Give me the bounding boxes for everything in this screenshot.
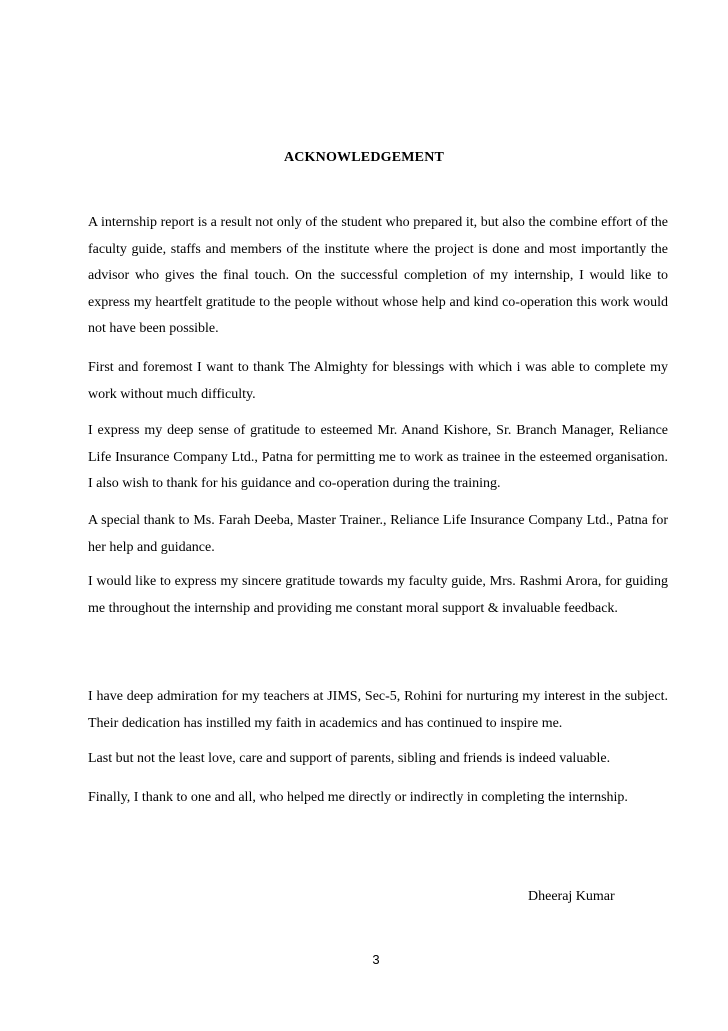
- page-title: ACKNOWLEDGEMENT: [283, 150, 445, 165]
- paragraph-branch-manager: I express my deep sense of gratitude to esteemed Mr. Anand Kishore, Sr. Branch Manager, Reliance Life Insurance Company Ltd., Patna for permitting me to work as trainee in the esteemed organisation. I also wish to thank for his guidance and co-operation during the training.: [88, 423, 668, 491]
- paragraph-family: Last but not the least love, care and support of parents, sibling and friends is indeed valuable.: [88, 751, 611, 766]
- paragraph-closing: Finally, I thank to one and all, who helped me directly or indirectly in completing the internship.: [88, 790, 628, 805]
- paragraph-teachers: I have deep admiration for my teachers at JIMS, Sec-5, Rohini for nurturing my interest in the subject. Their dedication has instilled my faith in academics and has continued to inspire me.: [88, 689, 668, 731]
- paragraph-faculty-guide: I would like to express my sincere gratitude towards my faculty guide, Mrs. Rashmi Arora, for guiding me throughout the internship and providing me constant moral support & invaluable feedback.: [88, 574, 668, 616]
- paragraph-master-trainer: A special thank to Ms. Farah Deeba, Master Trainer., Reliance Life Insurance Company Ltd., Patna for her help and guidance.: [88, 513, 668, 555]
- page-number: 3: [372, 952, 380, 967]
- signature-name: Dheeraj Kumar: [528, 889, 615, 904]
- paragraph-almighty: First and foremost I want to thank The Almighty for blessings with which i was able to complete my work without much difficulty.: [88, 360, 668, 402]
- paragraph-intro: A internship report is a result not only of the student who prepared it, but also the combine effort of the faculty guide, staffs and members of the institute where the project is done and most importantly the advisor who gives the final touch. On the successful completion of my internship, I would like to express my heartfelt gratitude to the people without whose help and kind co-operation this work would not have been possible.: [88, 215, 668, 336]
